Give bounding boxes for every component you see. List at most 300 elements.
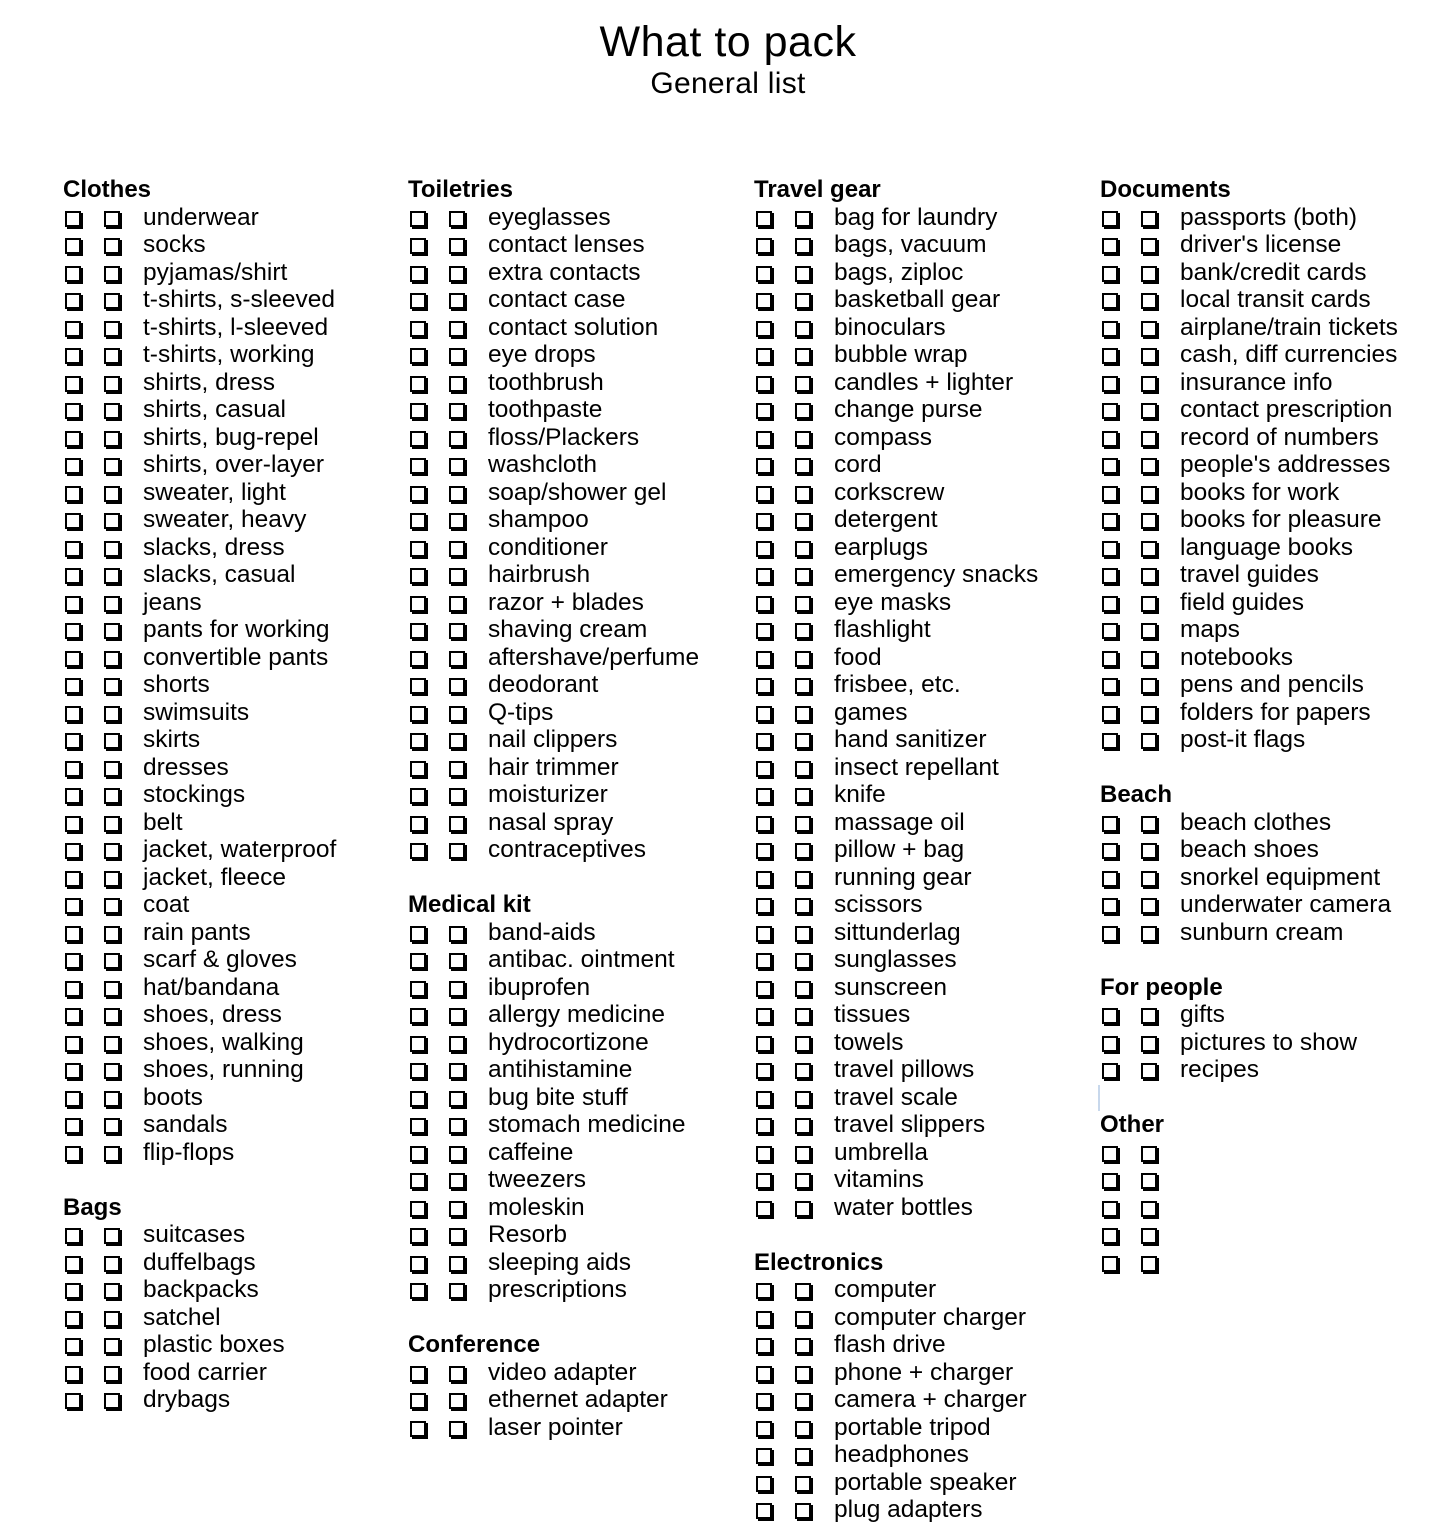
checkbox-2[interactable] xyxy=(1141,266,1157,282)
checkbox-1[interactable] xyxy=(410,1201,426,1217)
checkbox-2[interactable] xyxy=(1141,321,1157,337)
checkbox-2[interactable] xyxy=(104,1228,120,1244)
checkbox-2[interactable] xyxy=(104,458,120,474)
checkbox-1[interactable] xyxy=(756,431,772,447)
checkbox-1[interactable] xyxy=(1102,211,1118,227)
checkbox-1[interactable] xyxy=(756,816,772,832)
checkbox-2[interactable] xyxy=(449,376,465,392)
checkbox-1[interactable] xyxy=(65,431,81,447)
checkbox-1[interactable] xyxy=(65,1338,81,1354)
checkbox-2[interactable] xyxy=(795,898,811,914)
checkbox-1[interactable] xyxy=(756,1311,772,1327)
checkbox-2[interactable] xyxy=(795,761,811,777)
checkbox-2[interactable] xyxy=(795,981,811,997)
checkbox-1[interactable] xyxy=(756,1091,772,1107)
checkbox-2[interactable] xyxy=(1141,1036,1157,1052)
checkbox-2[interactable] xyxy=(1141,431,1157,447)
checkbox-2[interactable] xyxy=(449,816,465,832)
checkbox-2[interactable] xyxy=(449,623,465,639)
checkbox-1[interactable] xyxy=(756,1421,772,1437)
checkbox-1[interactable] xyxy=(410,431,426,447)
checkbox-2[interactable] xyxy=(795,788,811,804)
checkbox-2[interactable] xyxy=(1141,541,1157,557)
checkbox-2[interactable] xyxy=(795,293,811,309)
checkbox-2[interactable] xyxy=(104,1091,120,1107)
checkbox-1[interactable] xyxy=(410,761,426,777)
checkbox-2[interactable] xyxy=(104,981,120,997)
checkbox-1[interactable] xyxy=(65,1228,81,1244)
checkbox-1[interactable] xyxy=(756,348,772,364)
checkbox-1[interactable] xyxy=(65,788,81,804)
checkbox-2[interactable] xyxy=(449,1091,465,1107)
checkbox-1[interactable] xyxy=(410,706,426,722)
checkbox-1[interactable] xyxy=(756,486,772,502)
checkbox-2[interactable] xyxy=(104,596,120,612)
checkbox-1[interactable] xyxy=(756,1503,772,1519)
checkbox-2[interactable] xyxy=(104,816,120,832)
checkbox-1[interactable] xyxy=(65,1311,81,1327)
checkbox-2[interactable] xyxy=(449,1421,465,1437)
checkbox-2[interactable] xyxy=(104,788,120,804)
checkbox-2[interactable] xyxy=(795,348,811,364)
checkbox-2[interactable] xyxy=(104,403,120,419)
checkbox-1[interactable] xyxy=(1102,1008,1118,1024)
checkbox-1[interactable] xyxy=(756,1283,772,1299)
checkbox-1[interactable] xyxy=(1102,898,1118,914)
checkbox-2[interactable] xyxy=(1141,871,1157,887)
checkbox-1[interactable] xyxy=(1102,321,1118,337)
checkbox-2[interactable] xyxy=(1141,843,1157,859)
checkbox-1[interactable] xyxy=(65,376,81,392)
checkbox-1[interactable] xyxy=(756,1036,772,1052)
checkbox-1[interactable] xyxy=(1102,1063,1118,1079)
checkbox-1[interactable] xyxy=(410,596,426,612)
checkbox-1[interactable] xyxy=(756,211,772,227)
checkbox-1[interactable] xyxy=(65,1256,81,1272)
checkbox-2[interactable] xyxy=(1141,1146,1157,1162)
checkbox-2[interactable] xyxy=(104,211,120,227)
checkbox-1[interactable] xyxy=(65,733,81,749)
checkbox-1[interactable] xyxy=(65,348,81,364)
checkbox-2[interactable] xyxy=(449,541,465,557)
checkbox-1[interactable] xyxy=(1102,1256,1118,1272)
checkbox-1[interactable] xyxy=(410,321,426,337)
checkbox-2[interactable] xyxy=(795,871,811,887)
checkbox-1[interactable] xyxy=(410,981,426,997)
checkbox-1[interactable] xyxy=(1102,458,1118,474)
checkbox-2[interactable] xyxy=(1141,348,1157,364)
checkbox-1[interactable] xyxy=(410,403,426,419)
checkbox-2[interactable] xyxy=(795,1393,811,1409)
checkbox-2[interactable] xyxy=(104,568,120,584)
checkbox-2[interactable] xyxy=(795,1448,811,1464)
checkbox-2[interactable] xyxy=(795,458,811,474)
checkbox-2[interactable] xyxy=(795,1173,811,1189)
checkbox-1[interactable] xyxy=(756,651,772,667)
checkbox-1[interactable] xyxy=(756,1063,772,1079)
checkbox-1[interactable] xyxy=(756,321,772,337)
checkbox-1[interactable] xyxy=(410,953,426,969)
checkbox-2[interactable] xyxy=(104,623,120,639)
checkbox-1[interactable] xyxy=(410,623,426,639)
checkbox-1[interactable] xyxy=(1102,596,1118,612)
checkbox-2[interactable] xyxy=(104,321,120,337)
checkbox-2[interactable] xyxy=(104,293,120,309)
checkbox-2[interactable] xyxy=(449,1393,465,1409)
checkbox-1[interactable] xyxy=(1102,1036,1118,1052)
checkbox-2[interactable] xyxy=(795,1118,811,1134)
checkbox-1[interactable] xyxy=(65,458,81,474)
checkbox-1[interactable] xyxy=(1102,678,1118,694)
checkbox-1[interactable] xyxy=(65,321,81,337)
checkbox-1[interactable] xyxy=(1102,706,1118,722)
checkbox-1[interactable] xyxy=(410,1008,426,1024)
checkbox-2[interactable] xyxy=(104,953,120,969)
checkbox-2[interactable] xyxy=(449,926,465,942)
checkbox-1[interactable] xyxy=(65,678,81,694)
checkbox-2[interactable] xyxy=(449,568,465,584)
checkbox-1[interactable] xyxy=(410,1366,426,1382)
checkbox-2[interactable] xyxy=(1141,733,1157,749)
checkbox-1[interactable] xyxy=(65,1366,81,1382)
checkbox-1[interactable] xyxy=(1102,266,1118,282)
checkbox-2[interactable] xyxy=(1141,706,1157,722)
checkbox-2[interactable] xyxy=(1141,1173,1157,1189)
checkbox-1[interactable] xyxy=(410,1036,426,1052)
checkbox-2[interactable] xyxy=(449,1283,465,1299)
checkbox-1[interactable] xyxy=(756,733,772,749)
checkbox-2[interactable] xyxy=(449,733,465,749)
checkbox-1[interactable] xyxy=(65,926,81,942)
checkbox-2[interactable] xyxy=(104,843,120,859)
checkbox-2[interactable] xyxy=(795,1338,811,1354)
checkbox-2[interactable] xyxy=(795,1366,811,1382)
checkbox-2[interactable] xyxy=(795,1311,811,1327)
checkbox-2[interactable] xyxy=(104,513,120,529)
checkbox-1[interactable] xyxy=(65,953,81,969)
checkbox-1[interactable] xyxy=(65,981,81,997)
checkbox-1[interactable] xyxy=(410,1063,426,1079)
checkbox-2[interactable] xyxy=(104,1036,120,1052)
checkbox-2[interactable] xyxy=(795,816,811,832)
checkbox-2[interactable] xyxy=(795,513,811,529)
checkbox-1[interactable] xyxy=(756,458,772,474)
checkbox-2[interactable] xyxy=(795,486,811,502)
checkbox-2[interactable] xyxy=(104,541,120,557)
checkbox-2[interactable] xyxy=(104,431,120,447)
checkbox-1[interactable] xyxy=(65,1036,81,1052)
checkbox-2[interactable] xyxy=(449,1201,465,1217)
checkbox-1[interactable] xyxy=(756,376,772,392)
checkbox-2[interactable] xyxy=(449,1173,465,1189)
checkbox-1[interactable] xyxy=(1102,403,1118,419)
checkbox-1[interactable] xyxy=(756,1008,772,1024)
checkbox-1[interactable] xyxy=(410,678,426,694)
checkbox-1[interactable] xyxy=(756,1201,772,1217)
checkbox-1[interactable] xyxy=(410,1421,426,1437)
checkbox-1[interactable] xyxy=(1102,926,1118,942)
checkbox-1[interactable] xyxy=(756,1448,772,1464)
checkbox-2[interactable] xyxy=(449,596,465,612)
checkbox-1[interactable] xyxy=(65,266,81,282)
checkbox-1[interactable] xyxy=(65,651,81,667)
checkbox-2[interactable] xyxy=(795,238,811,254)
checkbox-1[interactable] xyxy=(756,541,772,557)
checkbox-2[interactable] xyxy=(795,1063,811,1079)
checkbox-1[interactable] xyxy=(65,1008,81,1024)
checkbox-1[interactable] xyxy=(1102,816,1118,832)
checkbox-2[interactable] xyxy=(104,1146,120,1162)
checkbox-2[interactable] xyxy=(1141,1201,1157,1217)
checkbox-1[interactable] xyxy=(410,788,426,804)
checkbox-2[interactable] xyxy=(449,1146,465,1162)
checkbox-1[interactable] xyxy=(65,706,81,722)
checkbox-1[interactable] xyxy=(1102,293,1118,309)
checkbox-1[interactable] xyxy=(410,266,426,282)
checkbox-1[interactable] xyxy=(410,843,426,859)
checkbox-2[interactable] xyxy=(449,981,465,997)
checkbox-2[interactable] xyxy=(104,1338,120,1354)
checkbox-1[interactable] xyxy=(410,1091,426,1107)
checkbox-2[interactable] xyxy=(449,431,465,447)
checkbox-1[interactable] xyxy=(756,266,772,282)
checkbox-2[interactable] xyxy=(104,1366,120,1382)
checkbox-2[interactable] xyxy=(1141,678,1157,694)
checkbox-1[interactable] xyxy=(65,211,81,227)
checkbox-1[interactable] xyxy=(1102,651,1118,667)
checkbox-2[interactable] xyxy=(449,706,465,722)
checkbox-2[interactable] xyxy=(449,678,465,694)
checkbox-1[interactable] xyxy=(756,953,772,969)
checkbox-1[interactable] xyxy=(65,898,81,914)
checkbox-1[interactable] xyxy=(756,678,772,694)
checkbox-2[interactable] xyxy=(449,1118,465,1134)
checkbox-2[interactable] xyxy=(795,1036,811,1052)
checkbox-2[interactable] xyxy=(449,486,465,502)
checkbox-1[interactable] xyxy=(410,1173,426,1189)
checkbox-2[interactable] xyxy=(449,1063,465,1079)
checkbox-2[interactable] xyxy=(1141,596,1157,612)
checkbox-1[interactable] xyxy=(756,871,772,887)
checkbox-2[interactable] xyxy=(1141,926,1157,942)
checkbox-2[interactable] xyxy=(104,651,120,667)
checkbox-2[interactable] xyxy=(795,1091,811,1107)
checkbox-2[interactable] xyxy=(104,1283,120,1299)
checkbox-1[interactable] xyxy=(65,1063,81,1079)
checkbox-2[interactable] xyxy=(104,1008,120,1024)
checkbox-1[interactable] xyxy=(65,486,81,502)
checkbox-2[interactable] xyxy=(795,321,811,337)
checkbox-1[interactable] xyxy=(65,871,81,887)
checkbox-1[interactable] xyxy=(65,1091,81,1107)
checkbox-2[interactable] xyxy=(449,1256,465,1272)
checkbox-2[interactable] xyxy=(449,321,465,337)
checkbox-1[interactable] xyxy=(410,1256,426,1272)
checkbox-2[interactable] xyxy=(449,953,465,969)
checkbox-2[interactable] xyxy=(1141,816,1157,832)
checkbox-1[interactable] xyxy=(410,568,426,584)
checkbox-1[interactable] xyxy=(756,926,772,942)
checkbox-1[interactable] xyxy=(1102,376,1118,392)
checkbox-2[interactable] xyxy=(795,541,811,557)
checkbox-1[interactable] xyxy=(1102,1146,1118,1162)
checkbox-2[interactable] xyxy=(104,1256,120,1272)
checkbox-2[interactable] xyxy=(449,843,465,859)
checkbox-2[interactable] xyxy=(795,266,811,282)
checkbox-2[interactable] xyxy=(449,348,465,364)
checkbox-1[interactable] xyxy=(410,238,426,254)
checkbox-1[interactable] xyxy=(65,1146,81,1162)
checkbox-1[interactable] xyxy=(410,1146,426,1162)
checkbox-1[interactable] xyxy=(1102,486,1118,502)
checkbox-1[interactable] xyxy=(410,816,426,832)
checkbox-2[interactable] xyxy=(449,403,465,419)
checkbox-1[interactable] xyxy=(756,761,772,777)
checkbox-1[interactable] xyxy=(410,1118,426,1134)
checkbox-1[interactable] xyxy=(756,706,772,722)
checkbox-2[interactable] xyxy=(795,403,811,419)
checkbox-2[interactable] xyxy=(795,678,811,694)
checkbox-1[interactable] xyxy=(756,1118,772,1134)
checkbox-1[interactable] xyxy=(65,1283,81,1299)
checkbox-2[interactable] xyxy=(449,788,465,804)
checkbox-2[interactable] xyxy=(795,733,811,749)
checkbox-2[interactable] xyxy=(104,1118,120,1134)
checkbox-1[interactable] xyxy=(410,486,426,502)
checkbox-2[interactable] xyxy=(1141,403,1157,419)
checkbox-1[interactable] xyxy=(65,541,81,557)
checkbox-2[interactable] xyxy=(795,623,811,639)
checkbox-1[interactable] xyxy=(756,898,772,914)
checkbox-1[interactable] xyxy=(410,651,426,667)
checkbox-1[interactable] xyxy=(65,623,81,639)
checkbox-1[interactable] xyxy=(65,596,81,612)
checkbox-1[interactable] xyxy=(1102,1201,1118,1217)
checkbox-2[interactable] xyxy=(104,1063,120,1079)
checkbox-1[interactable] xyxy=(410,293,426,309)
checkbox-2[interactable] xyxy=(449,1366,465,1382)
checkbox-2[interactable] xyxy=(795,926,811,942)
checkbox-1[interactable] xyxy=(1102,238,1118,254)
checkbox-1[interactable] xyxy=(756,238,772,254)
checkbox-2[interactable] xyxy=(795,1503,811,1519)
checkbox-1[interactable] xyxy=(756,981,772,997)
checkbox-1[interactable] xyxy=(410,513,426,529)
checkbox-1[interactable] xyxy=(756,568,772,584)
checkbox-1[interactable] xyxy=(410,211,426,227)
checkbox-2[interactable] xyxy=(104,348,120,364)
checkbox-1[interactable] xyxy=(756,293,772,309)
checkbox-2[interactable] xyxy=(449,513,465,529)
checkbox-2[interactable] xyxy=(1141,211,1157,227)
checkbox-2[interactable] xyxy=(795,953,811,969)
checkbox-1[interactable] xyxy=(756,403,772,419)
checkbox-1[interactable] xyxy=(756,1173,772,1189)
checkbox-1[interactable] xyxy=(756,1146,772,1162)
checkbox-1[interactable] xyxy=(410,733,426,749)
checkbox-2[interactable] xyxy=(104,898,120,914)
checkbox-1[interactable] xyxy=(756,1393,772,1409)
checkbox-2[interactable] xyxy=(104,926,120,942)
checkbox-1[interactable] xyxy=(1102,431,1118,447)
checkbox-1[interactable] xyxy=(65,293,81,309)
checkbox-1[interactable] xyxy=(65,843,81,859)
checkbox-1[interactable] xyxy=(410,1228,426,1244)
checkbox-1[interactable] xyxy=(1102,733,1118,749)
checkbox-2[interactable] xyxy=(104,1393,120,1409)
checkbox-2[interactable] xyxy=(449,1008,465,1024)
checkbox-1[interactable] xyxy=(1102,843,1118,859)
checkbox-2[interactable] xyxy=(795,1008,811,1024)
checkbox-2[interactable] xyxy=(795,1146,811,1162)
checkbox-1[interactable] xyxy=(410,1393,426,1409)
checkbox-2[interactable] xyxy=(1141,1256,1157,1272)
checkbox-1[interactable] xyxy=(410,541,426,557)
checkbox-2[interactable] xyxy=(1141,898,1157,914)
checkbox-2[interactable] xyxy=(1141,1063,1157,1079)
checkbox-2[interactable] xyxy=(449,458,465,474)
checkbox-2[interactable] xyxy=(1141,623,1157,639)
checkbox-2[interactable] xyxy=(1141,238,1157,254)
checkbox-2[interactable] xyxy=(1141,376,1157,392)
checkbox-2[interactable] xyxy=(104,678,120,694)
checkbox-2[interactable] xyxy=(104,706,120,722)
checkbox-1[interactable] xyxy=(756,1476,772,1492)
checkbox-1[interactable] xyxy=(410,458,426,474)
checkbox-1[interactable] xyxy=(65,568,81,584)
checkbox-2[interactable] xyxy=(449,293,465,309)
checkbox-2[interactable] xyxy=(795,651,811,667)
checkbox-2[interactable] xyxy=(104,1311,120,1327)
checkbox-2[interactable] xyxy=(104,266,120,282)
checkbox-1[interactable] xyxy=(1102,1228,1118,1244)
checkbox-1[interactable] xyxy=(756,1338,772,1354)
checkbox-2[interactable] xyxy=(795,706,811,722)
checkbox-1[interactable] xyxy=(65,1118,81,1134)
checkbox-1[interactable] xyxy=(410,926,426,942)
checkbox-2[interactable] xyxy=(795,843,811,859)
checkbox-2[interactable] xyxy=(795,211,811,227)
checkbox-2[interactable] xyxy=(1141,486,1157,502)
checkbox-1[interactable] xyxy=(756,788,772,804)
checkbox-2[interactable] xyxy=(795,596,811,612)
checkbox-2[interactable] xyxy=(795,1476,811,1492)
checkbox-2[interactable] xyxy=(1141,568,1157,584)
checkbox-1[interactable] xyxy=(65,816,81,832)
checkbox-1[interactable] xyxy=(1102,513,1118,529)
checkbox-1[interactable] xyxy=(65,513,81,529)
checkbox-1[interactable] xyxy=(1102,541,1118,557)
checkbox-1[interactable] xyxy=(1102,568,1118,584)
checkbox-2[interactable] xyxy=(449,211,465,227)
checkbox-2[interactable] xyxy=(795,568,811,584)
checkbox-2[interactable] xyxy=(795,1201,811,1217)
checkbox-2[interactable] xyxy=(104,733,120,749)
checkbox-2[interactable] xyxy=(1141,458,1157,474)
checkbox-2[interactable] xyxy=(104,238,120,254)
checkbox-1[interactable] xyxy=(1102,1173,1118,1189)
checkbox-2[interactable] xyxy=(1141,293,1157,309)
checkbox-2[interactable] xyxy=(1141,1008,1157,1024)
checkbox-2[interactable] xyxy=(449,651,465,667)
checkbox-1[interactable] xyxy=(756,843,772,859)
checkbox-2[interactable] xyxy=(1141,651,1157,667)
checkbox-2[interactable] xyxy=(104,486,120,502)
checkbox-1[interactable] xyxy=(756,513,772,529)
checkbox-1[interactable] xyxy=(65,1393,81,1409)
checkbox-2[interactable] xyxy=(104,376,120,392)
checkbox-1[interactable] xyxy=(1102,871,1118,887)
